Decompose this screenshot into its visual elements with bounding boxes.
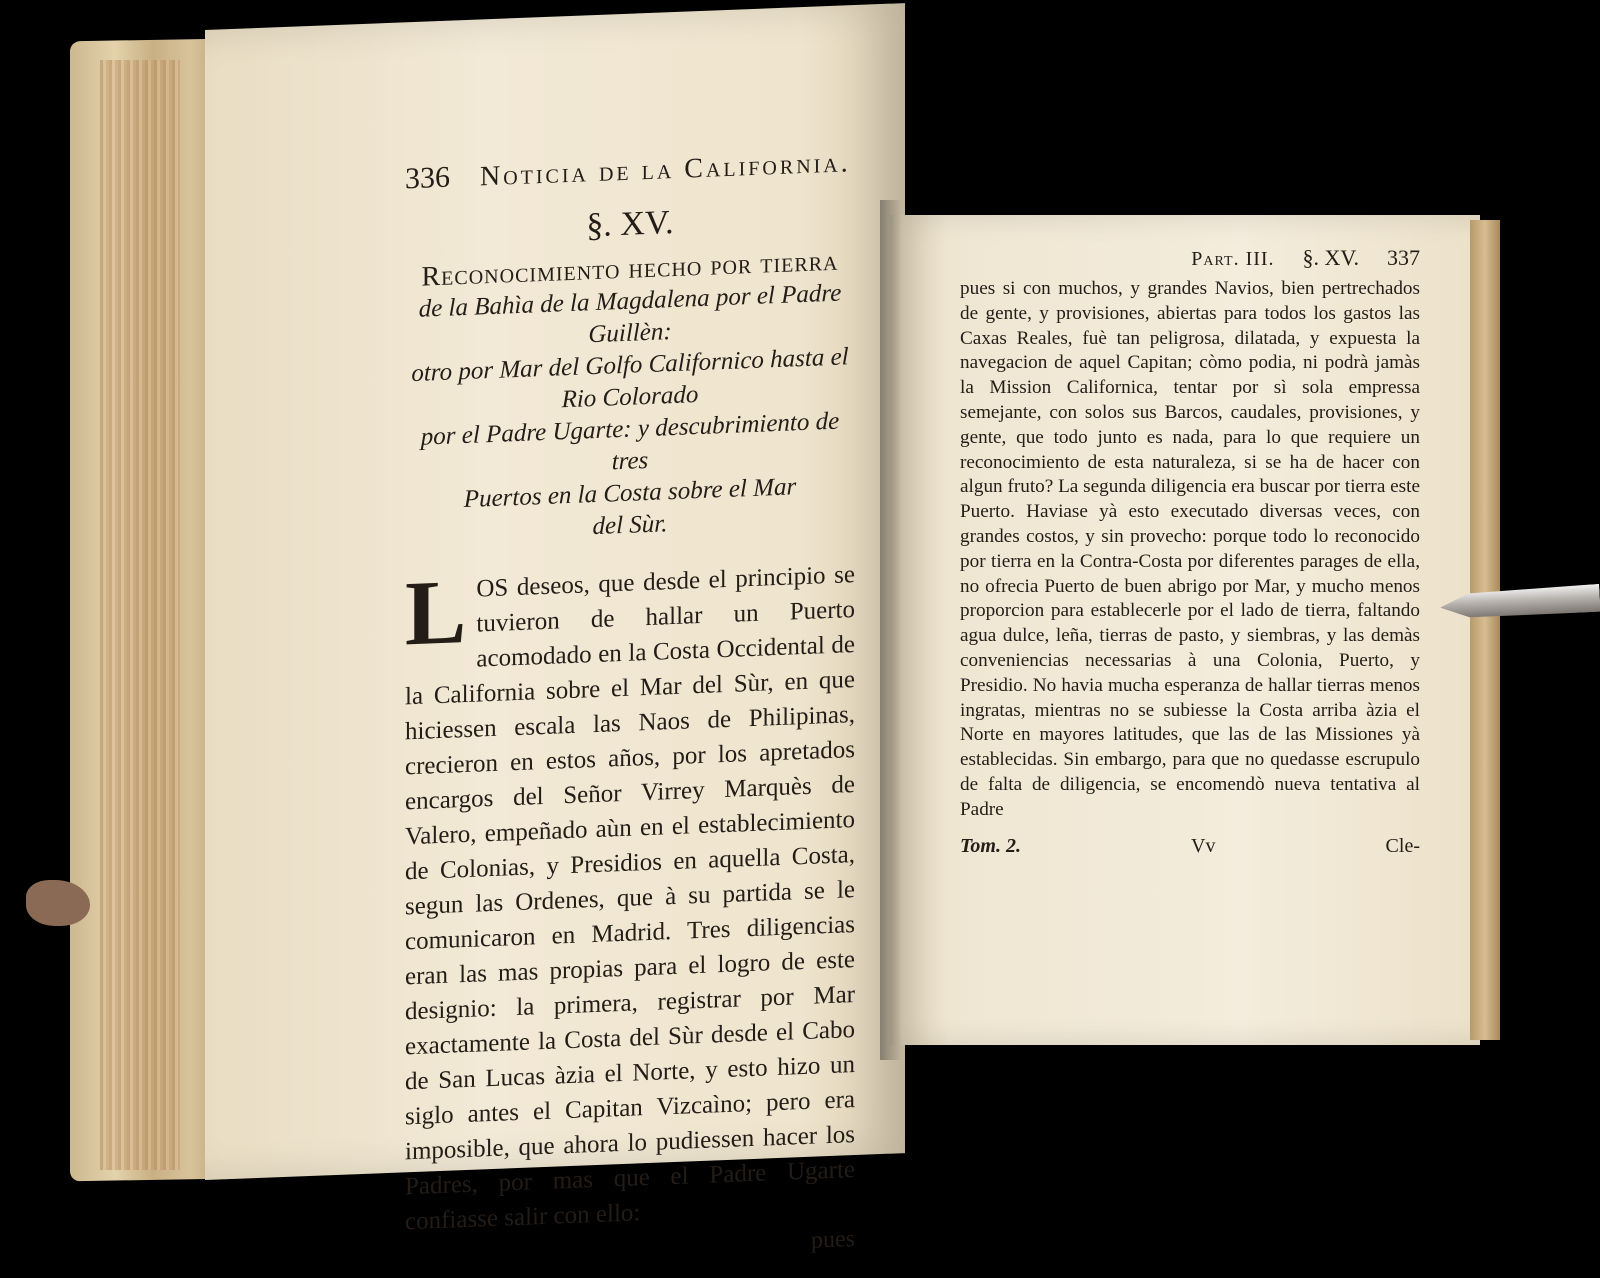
gutter-shadow [880, 200, 902, 1060]
section-title-line: del Sùr. [592, 510, 668, 541]
left-page-header [405, 145, 855, 196]
page-number: 337 [1387, 245, 1420, 270]
spine-edge [100, 60, 180, 1170]
section-title-line: Reconocimiento hecho por tierra [421, 245, 839, 293]
book-tie [26, 880, 90, 926]
section-title [405, 245, 855, 550]
volume-signature: Tom. 2. [960, 834, 1021, 857]
paragraph: OS deseos, que desde el principio se tuvieron de hallar un Puerto acomodado en la Costa Occidental de la California sobre el Mar del Sùr, en que hiciessen escala las Naos de Philipinas, crecieron en estos años, por los apretados encargos del Señor Virrey Marquès de Valero, empeñado aùn en el establecimiento de Colonias, y Presidios en aquella Costa, segun las Ordenes, que à su partida se le comunicaron en Madrid. Tres diligencias eran las mas propias para el logro de este designio: la primera, registrar por Mar exactamente la Costa del Sùr desde el Cabo de San Lucas àzia el Norte, y esto hizo un siglo antes el Capitan Vizcaìno; pero era imposible, que ahora lo pudiessen hacer los Padres, por mas que el Padre Ugarte confiasse salir con ello: [405, 561, 855, 1236]
right-page-header [960, 245, 1420, 271]
right-page [890, 215, 1480, 1045]
section-title-line: otro por Mar del Golfo Californico hasta el Rio Colorado [411, 343, 849, 414]
gathering-mark: Vv [1191, 834, 1216, 857]
running-title: Noticia de la California. [480, 147, 851, 193]
catchword: pues [811, 1226, 855, 1254]
page-number: 336 [405, 160, 450, 196]
body-text: pues si con muchos, y grandes Navios, bien pertrechados de gente, y provisiones, abiertas para todos los gastos las Caxas Reales, fuè tan peligrosa, dilatada, y expuesta la navegacion de aquel Capitan; còmo podia, ni podrà jamàs la Mission Californica, tentar por sì sola empressa semejante, con solos sus Barcos, caudales, provisiones, y gente, que todo junto es nada, para lo que requiere un reconocimiento de esta naturaleza, si se ha de hacer con algun fruto? La segunda diligencia era buscar por tierra este Puerto. Haviase yà esto executado diversas veces, con grandes costos, y sin provecho: porque todo lo reconocido por tierra en la Contra-Costa por diferentes parages de ella, no ofrecia Puerto de buen abrigo por Mar, y mucho menos proporcion para establecerle por el lado de tierra, faltando agua dulce, leña, tierras de pasto, y siembras, y las demàs conveniencias necessarias à una Colonia, Puerto, y Presidio. No havia mucha esperanza de hallar tierras menos ingratas, mientras no se subiesse la Costa arriba àzia el Norte en mayores latitudes, que las de las Missiones yà establecidas. Sin embargo, para que no quedasse escrupulo de falta de diligencia, se encomendò nueva tentativa al Padre [960, 278, 1420, 820]
section-mark: §. XV. [1302, 245, 1359, 270]
section-title-line: de la Bahìa de la Magdalena por el Padre Guillèn: [418, 279, 842, 349]
body-text [405, 557, 855, 1239]
part-label: Part. III. [1191, 248, 1275, 270]
catchword: Cle- [1385, 834, 1420, 857]
right-page-edges [1470, 220, 1500, 1040]
drop-cap: L [405, 559, 467, 665]
section-mark: §. XV. [586, 203, 674, 245]
section-title-line: por el Padre Ugarte: y descubrimiento de tres [420, 407, 840, 476]
page-footer [960, 835, 1420, 858]
left-page [205, 3, 905, 1254]
section-title-line: Puertos en la Costa sobre el Mar [463, 473, 797, 514]
